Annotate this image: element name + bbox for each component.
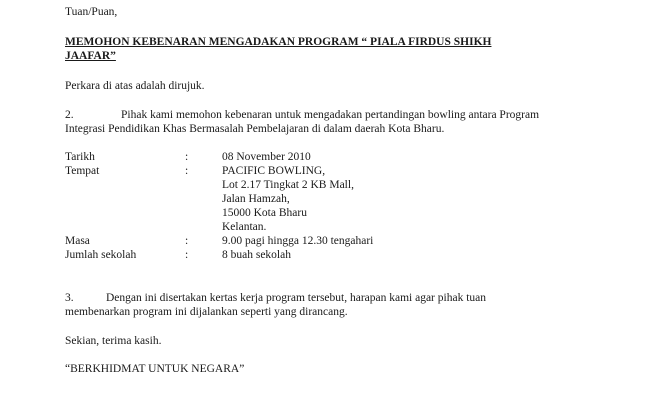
- paragraph-2-number: 2.: [65, 109, 74, 121]
- tempat-line-5: Kelantan.: [222, 221, 267, 233]
- subject-line-1: MEMOHON KEBENARAN MENGADAKAN PROGRAM “ PIALA FIRDUS SHIKH: [65, 36, 492, 48]
- tarikh-value: 08 November 2010: [222, 151, 311, 163]
- tempat-colon: :: [185, 165, 189, 177]
- tarikh-label: Tarikh: [65, 151, 95, 163]
- paragraph-3-number: 3.: [65, 292, 74, 304]
- tempat-label: Tempat: [65, 165, 100, 177]
- tempat-line-1: PACIFIC BOWLING,: [222, 165, 326, 177]
- jumlah-sekolah-label: Jumlah sekolah: [65, 249, 137, 261]
- jumlah-sekolah-value: 8 buah sekolah: [222, 249, 291, 261]
- paragraph-2-line-2: Integrasi Pendidikan Khas Bermasalah Pembelajaran di dalam daerah Kota Bharu.: [65, 123, 445, 135]
- masa-colon: :: [185, 235, 189, 247]
- tempat-line-4: 15000 Kota Bharu: [222, 207, 307, 219]
- paragraph-3-line-2: membenarkan program ini dijalankan seperti yang dirancang.: [65, 306, 348, 318]
- masa-label: Masa: [65, 235, 90, 247]
- tarikh-colon: :: [185, 151, 189, 163]
- salutation: Tuan/Puan,: [65, 6, 118, 18]
- masa-value: 9.00 pagi hingga 12.30 tengahari: [222, 235, 374, 247]
- subject-line-2: JAAFAR”: [65, 50, 116, 62]
- jumlah-sekolah-colon: :: [185, 249, 189, 261]
- reference-text: Perkara di atas adalah dirujuk.: [65, 80, 205, 92]
- tempat-line-3: Jalan Hamzah,: [222, 193, 290, 205]
- closing-text: Sekian, terima kasih.: [65, 335, 162, 347]
- motto-text: “BERKHIDMAT UNTUK NEGARA”: [65, 363, 245, 375]
- paragraph-3-line-1: Dengan ini disertakan kertas kerja program tersebut, harapan kami agar pihak tuan: [106, 292, 486, 304]
- tempat-line-2: Lot 2.17 Tingkat 2 KB Mall,: [222, 179, 354, 191]
- paragraph-2-line-1: Pihak kami memohon kebenaran untuk mengadakan pertandingan bowling antara Program: [121, 109, 540, 121]
